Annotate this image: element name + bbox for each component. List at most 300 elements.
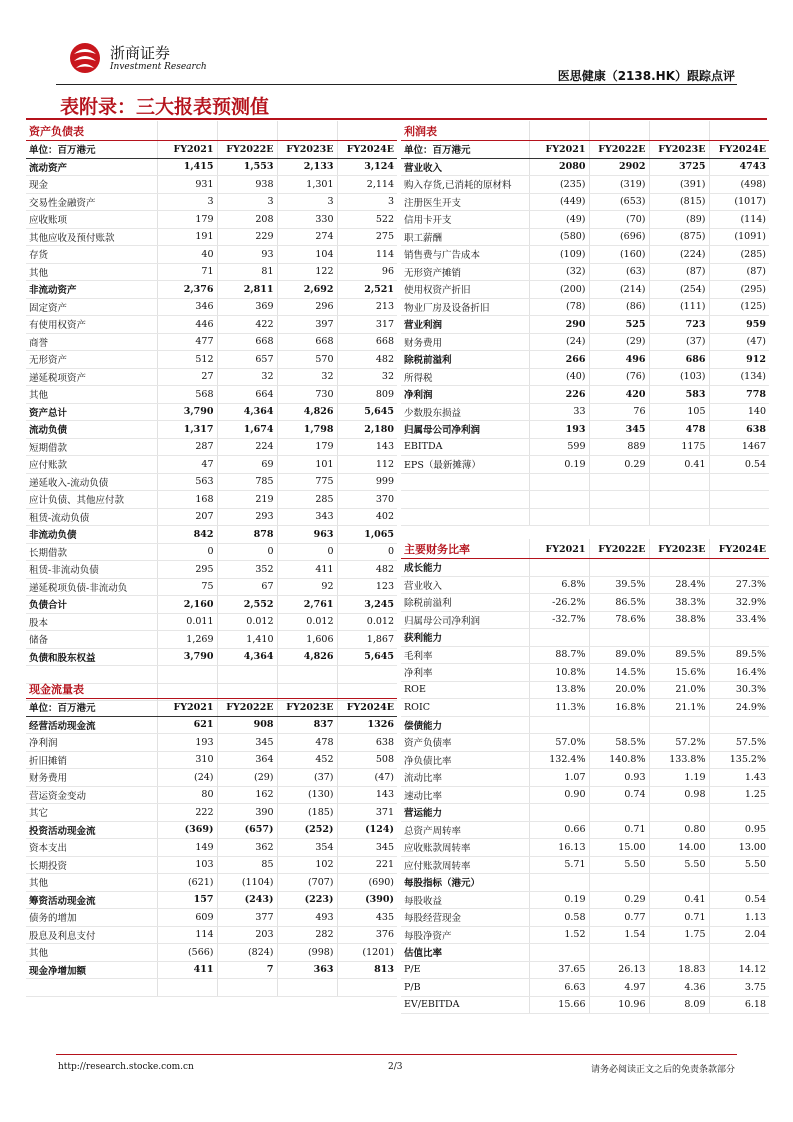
value-cell: (29) [589,333,649,351]
value-cell: 86.5% [589,594,649,612]
value-cell: 1,410 [217,631,277,649]
value-cell [709,629,769,647]
value-cell: (1017) [709,193,769,211]
row-label: 毛利率 [401,646,529,664]
value-cell: 343 [277,508,337,526]
row-label: ROE [401,681,529,699]
value-cell: (47) [709,333,769,351]
value-cell: 18.83 [649,961,709,979]
table-row [26,368,397,386]
value-cell: 92 [277,578,337,596]
row-label: 购入存货,已消耗的原材料 [401,176,529,194]
value-cell: 122 [277,263,337,281]
value-cell: 80 [157,786,217,804]
row-label: 净利润 [26,734,157,752]
value-cell: 140 [709,403,769,421]
value-cell: 4,364 [217,403,277,421]
column-header: FY2024E [709,540,769,559]
value-cell: 493 [277,909,337,927]
value-cell: 275 [337,228,397,246]
value-cell [709,804,769,822]
value-cell: 376 [337,926,397,944]
value-cell: 96 [337,263,397,281]
table-row [26,543,397,561]
value-cell: 132.4% [529,751,589,769]
value-cell: 1,867 [337,631,397,649]
value-cell: 496 [589,351,649,369]
value-cell: (103) [649,368,709,386]
table-row [401,804,769,822]
table-row [401,664,769,682]
value-cell: 1,415 [157,158,217,176]
table-row [401,699,769,717]
table-row [401,716,769,734]
value-cell: 58.5% [589,734,649,752]
value-cell: (690) [337,874,397,892]
value-cell: 222 [157,804,217,822]
column-header: FY2022E [217,141,277,159]
value-cell: 1,606 [277,631,337,649]
empty-cell [157,122,217,141]
empty-cell [529,473,589,491]
section-header-row [401,540,769,559]
row-label: 归属母公司净利润 [401,421,529,439]
value-cell: 370 [337,491,397,509]
value-cell: 730 [277,386,337,404]
row-label: 获利能力 [401,629,529,647]
value-cell: 32 [337,368,397,386]
table-row [26,473,397,491]
value-cell: 0.95 [709,821,769,839]
value-cell: (1104) [217,874,277,892]
row-label: 资本支出 [26,839,157,857]
column-header: FY2021 [157,699,217,717]
value-cell: (70) [589,211,649,229]
empty-cell [337,979,397,997]
document-title: 医思健康（2138.HK）跟踪点评 [557,69,735,83]
row-label: 资产总计 [26,403,157,421]
value-cell: 3725 [649,158,709,176]
section-title: 利润表 [401,122,529,141]
table-row [401,421,769,439]
row-label: 股本 [26,613,157,631]
value-cell: 422 [217,316,277,334]
value-cell: 4,826 [277,648,337,666]
value-cell: 583 [649,386,709,404]
table-row [26,891,397,909]
row-label: 流动资产 [26,158,157,176]
table-row [26,263,397,281]
value-cell: 477 [157,333,217,351]
row-label: 流动比率 [401,769,529,787]
table-row [26,211,397,229]
value-cell: 411 [157,961,217,979]
row-label: 财务费用 [401,333,529,351]
row-label: ROIC [401,699,529,717]
value-cell [589,629,649,647]
value-cell: 1,065 [337,526,397,544]
empty-cell [277,680,337,699]
row-label: 股息及利息支付 [26,926,157,944]
value-cell: 16.4% [709,664,769,682]
value-cell: 104 [277,246,337,264]
value-cell: (24) [529,333,589,351]
value-cell: (47) [337,769,397,787]
value-cell [589,804,649,822]
value-cell: (875) [649,228,709,246]
value-cell [589,944,649,962]
value-cell: 105 [649,403,709,421]
value-cell: 4743 [709,158,769,176]
value-cell: 371 [337,804,397,822]
value-cell: 14.12 [709,961,769,979]
row-label: EBITDA [401,438,529,456]
value-cell: 191 [157,228,217,246]
value-cell: 1467 [709,438,769,456]
empty-cell [589,473,649,491]
value-cell: (390) [337,891,397,909]
table-row [401,298,769,316]
row-label: 债务的增加 [26,909,157,927]
value-cell: 0 [157,543,217,561]
value-cell: 3 [337,193,397,211]
table-row [401,996,769,1014]
table-row [401,979,769,997]
value-cell: 1,553 [217,158,277,176]
value-cell: 114 [157,926,217,944]
value-cell: 4,826 [277,403,337,421]
value-cell: 4.36 [649,979,709,997]
value-cell: 71 [157,263,217,281]
value-cell: 3,790 [157,648,217,666]
value-cell: (566) [157,944,217,962]
value-cell: (319) [589,176,649,194]
value-cell: 508 [337,751,397,769]
row-label: 应收账项 [26,211,157,229]
value-cell: 1.13 [709,909,769,927]
blank-row [401,508,769,526]
value-cell: 89.0% [589,646,649,664]
table-row [26,839,397,857]
header-divider [56,84,737,85]
row-label: 使用权资产折旧 [401,281,529,299]
row-label: 固定资产 [26,298,157,316]
value-cell: 133.8% [649,751,709,769]
value-cell: 143 [337,438,397,456]
row-label: 净利率 [401,664,529,682]
value-cell: 420 [589,386,649,404]
empty-cell [589,122,649,141]
value-cell: 377 [217,909,277,927]
value-cell: 193 [529,421,589,439]
value-cell: (252) [277,821,337,839]
row-label: 营业收入 [401,158,529,176]
value-cell: 6.8% [529,576,589,594]
row-label: 净利润 [401,386,529,404]
value-cell: 1.07 [529,769,589,787]
value-cell: 1,301 [277,176,337,194]
value-cell: 20.0% [589,681,649,699]
value-cell: 14.00 [649,839,709,857]
table-row [401,176,769,194]
value-cell: 224 [217,438,277,456]
value-cell: 889 [589,438,649,456]
title-divider [26,118,767,120]
column-header-row [26,699,397,717]
value-cell: 411 [277,561,337,579]
empty-cell [589,508,649,526]
value-cell [589,559,649,577]
value-cell: 842 [157,526,217,544]
value-cell: 179 [157,211,217,229]
value-cell: 11.3% [529,699,589,717]
value-cell: 179 [277,438,337,456]
table-row [26,316,397,334]
value-cell: (89) [649,211,709,229]
empty-cell [337,122,397,141]
table-row [401,263,769,281]
value-cell: (49) [529,211,589,229]
value-cell: (37) [277,769,337,787]
value-cell: 2,114 [337,176,397,194]
table-row [26,874,397,892]
value-cell: (200) [529,281,589,299]
section-title: 现金流量表 [26,680,157,699]
value-cell: (111) [649,298,709,316]
row-label: P/B [401,979,529,997]
row-label: 储备 [26,631,157,649]
value-cell: 363 [277,961,337,979]
value-cell: 345 [337,839,397,857]
value-cell: 2,692 [277,281,337,299]
table-row [401,891,769,909]
value-cell: 1.75 [649,926,709,944]
row-label: 每股收益 [401,891,529,909]
table-row [401,158,769,176]
value-cell: 10.8% [529,664,589,682]
table-row [401,316,769,334]
value-cell: (24) [157,769,217,787]
value-cell: 213 [337,298,397,316]
value-cell [709,874,769,892]
value-cell: 0.54 [709,891,769,909]
blank-row [26,979,397,997]
value-cell: 3 [217,193,277,211]
value-cell: 24.9% [709,699,769,717]
value-cell: 13.00 [709,839,769,857]
table-row [401,403,769,421]
value-cell: 568 [157,386,217,404]
value-cell: (498) [709,176,769,194]
value-cell: 2.04 [709,926,769,944]
value-cell: 2080 [529,158,589,176]
row-label: 经营活动现金流 [26,716,157,734]
value-cell: 57.5% [709,734,769,752]
value-cell: 686 [649,351,709,369]
row-label: 现金 [26,176,157,194]
value-cell: 221 [337,856,397,874]
value-cell: 354 [277,839,337,857]
row-label: 应付账款 [26,456,157,474]
value-cell: 143 [337,786,397,804]
empty-cell [217,122,277,141]
value-cell: (185) [277,804,337,822]
value-cell: 2,521 [337,281,397,299]
table-row [401,456,769,474]
value-cell: 57.0% [529,734,589,752]
value-cell: 3 [157,193,217,211]
value-cell: 28.4% [649,576,709,594]
row-label: 商誉 [26,333,157,351]
value-cell: 32.9% [709,594,769,612]
unit-label: 单位：百万港元 [401,141,529,159]
value-cell [589,716,649,734]
value-cell: 168 [157,491,217,509]
table-row [26,786,397,804]
empty-cell [709,122,769,141]
value-cell: 0.19 [529,891,589,909]
value-cell: 88.7% [529,646,589,664]
table-row [401,228,769,246]
value-cell: (369) [157,821,217,839]
value-cell: 1.52 [529,926,589,944]
table-row [26,751,397,769]
column-header: FY2024E [709,141,769,159]
value-cell: 76 [589,403,649,421]
row-label: 长期投资 [26,856,157,874]
value-cell: (114) [709,211,769,229]
row-label: 非流动资产 [26,281,157,299]
value-cell: 15.00 [589,839,649,857]
row-label: 流动负债 [26,421,157,439]
value-cell: 512 [157,351,217,369]
value-cell: 668 [277,333,337,351]
value-cell: 226 [529,386,589,404]
value-cell: (78) [529,298,589,316]
value-cell: 207 [157,508,217,526]
value-cell: 32 [217,368,277,386]
value-cell: 2,761 [277,596,337,614]
table-row [26,158,397,176]
value-cell: 26.13 [589,961,649,979]
column-header: FY2024E [337,699,397,717]
value-cell: 1175 [649,438,709,456]
value-cell: 81 [217,263,277,281]
row-label: 除税前溢利 [401,594,529,612]
logo-cn-text: 浙商证券 [110,44,171,62]
value-cell: 2902 [589,158,649,176]
value-cell: 5.50 [649,856,709,874]
table-row [401,786,769,804]
value-cell: 775 [277,473,337,491]
value-cell [709,559,769,577]
table-row [26,926,397,944]
value-cell: 402 [337,508,397,526]
table-row [401,874,769,892]
value-cell: 452 [277,751,337,769]
value-cell: 112 [337,456,397,474]
row-label: 短期借款 [26,438,157,456]
empty-cell [529,508,589,526]
value-cell: 0.19 [529,456,589,474]
value-cell: 999 [337,473,397,491]
row-label: 现金净增加额 [26,961,157,979]
empty-cell [401,491,529,509]
value-cell: (223) [277,891,337,909]
value-cell: 2,180 [337,421,397,439]
value-cell: 37.65 [529,961,589,979]
value-cell: 908 [217,716,277,734]
value-cell: 101 [277,456,337,474]
value-cell: (224) [649,246,709,264]
empty-cell [337,680,397,699]
empty-cell [649,122,709,141]
logo-emblem-icon [66,40,104,76]
row-label: 应付账款周转率 [401,856,529,874]
footer-url: http://research.stocke.com.cn [58,1062,194,1072]
row-label: 存货 [26,246,157,264]
value-cell [649,716,709,734]
table-row [401,751,769,769]
value-cell: (125) [709,298,769,316]
value-cell: (40) [529,368,589,386]
row-label: 租赁-流动负债 [26,508,157,526]
value-cell [529,804,589,822]
value-cell: 140.8% [589,751,649,769]
value-cell: -32.7% [529,611,589,629]
row-label: 递延税项负债-非流动负 [26,578,157,596]
value-cell: 219 [217,491,277,509]
row-label: 估值比率 [401,944,529,962]
value-cell: 435 [337,909,397,927]
section-title: 主要财务比率 [401,540,529,559]
row-label: 递延收入-流动负债 [26,473,157,491]
table-row [26,909,397,927]
income-statement-table [401,121,769,526]
value-cell: 345 [217,734,277,752]
row-label: 长期借款 [26,543,157,561]
value-cell: 3 [277,193,337,211]
value-cell: 657 [217,351,277,369]
value-cell: 1.43 [709,769,769,787]
value-cell: 57.2% [649,734,709,752]
value-cell: (109) [529,246,589,264]
value-cell: 4,364 [217,648,277,666]
section-header-row [26,680,397,699]
value-cell: 0.58 [529,909,589,927]
value-cell: 75 [157,578,217,596]
value-cell: 938 [217,176,277,194]
value-cell: (707) [277,874,337,892]
table-row [401,576,769,594]
value-cell: 310 [157,751,217,769]
value-cell: 32 [277,368,337,386]
value-cell: 287 [157,438,217,456]
value-cell: 89.5% [709,646,769,664]
row-label: 每股指标（港元） [401,874,529,892]
value-cell: 67 [217,578,277,596]
table-row [401,438,769,456]
balance-sheet-table [26,121,397,701]
row-label: 应收账款周转率 [401,839,529,857]
row-label: 总资产周转率 [401,821,529,839]
empty-cell [709,508,769,526]
row-label: 其他应收及预付账款 [26,228,157,246]
value-cell: (29) [217,769,277,787]
value-cell: 0.011 [157,613,217,631]
value-cell: 390 [217,804,277,822]
row-label: 速动比率 [401,786,529,804]
